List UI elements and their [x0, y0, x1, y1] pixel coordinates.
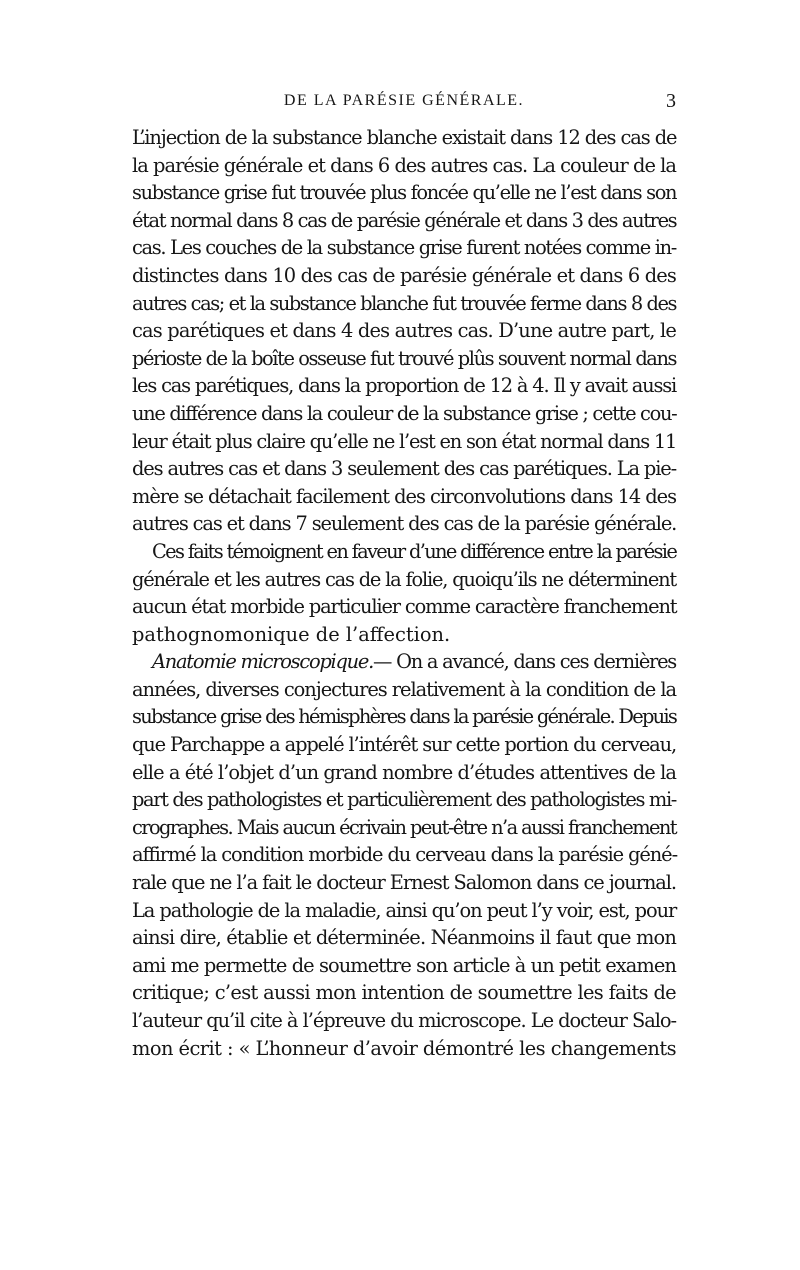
text-line: l’auteur qu’il cite à l’épreuve du microscope. Le docteur Salo- — [132, 1009, 676, 1032]
text-line: La pathologie de la maladie, ainsi qu’on peut l’y voir, est, pour — [132, 898, 677, 922]
text-line: années, diverses conjectures relativement à la condition de la — [132, 677, 676, 701]
text-line: aucun état morbide particulier comme caractère franchement — [132, 595, 677, 619]
text-line: autres cas; et la substance blanche fut trouvée ferme dans 8 des — [132, 291, 676, 315]
text-line: autres cas et dans 7 seulement des cas de la parésie générale. — [132, 512, 677, 536]
text-line: état normal dans 8 cas de parésie générale et dans 3 des autres — [132, 208, 677, 232]
text-line: les cas parétiques, dans la proportion de 12 à 4. Il y avait aussi — [132, 374, 677, 398]
text-line: une différence dans la couleur de la substance grise ; cette cou- — [132, 401, 677, 425]
text-line: elle a été l’objet d’un grand nombre d’études attentives de la — [132, 760, 676, 784]
text-line: crographes. Mais aucun écrivain peut-être n’a aussi franchement — [132, 815, 676, 839]
text-line: périoste de la boîte osseuse fut trouvé plûs souvent normal dans — [132, 346, 677, 370]
paragraph-2 — [132, 538, 676, 648]
section-heading: Anatomie microscopique. — [152, 650, 374, 674]
text-line: des autres cas et dans 3 seulement des cas parétiques. La pie- — [132, 457, 676, 481]
text-line: la parésie générale et dans 6 des autres cas. La couleur de la — [132, 153, 676, 177]
text-line: affirmé la condition morbide du cerveau dans la parésie géné- — [132, 843, 678, 867]
text-line: substance grise des hémisphères dans la parésie générale. Depuis — [132, 705, 677, 729]
page-body — [132, 124, 676, 1062]
paragraph-1 — [132, 124, 676, 538]
text-line: substance grise fut trouvée plus foncée qu’elle ne l’est dans son — [132, 181, 677, 205]
text-line: que Parchappe a appelé l’intérêt sur cette portion du cerveau, — [132, 733, 676, 757]
text-line: cas. Les couches de la substance grise furent notées comme in- — [132, 236, 676, 260]
text-line — [132, 648, 676, 676]
page-number: 3 — [666, 90, 676, 112]
text-line: pathognomonique de l’affection. — [132, 622, 451, 646]
text-line: leur était plus claire qu’elle ne l’est en son état normal dans 11 — [132, 429, 677, 453]
text-line: critique; c’est aussi mon intention de soumettre les faits de — [132, 981, 676, 1005]
text-line: générale et les autres cas de la folie, quoiqu’ils ne déterminent — [132, 567, 676, 591]
paragraph-3 — [132, 648, 676, 1062]
text-line: Ces faits témoignent en faveur d’une différence entre la parésie — [152, 539, 677, 563]
running-title: DE LA PARÉSIE GÉNÉRALE. — [283, 92, 525, 109]
text-line: mon écrit : « L’honneur d’avoir démontré les changements — [132, 1036, 676, 1060]
text-line: distinctes dans 10 des cas de parésie générale et dans 6 des — [132, 263, 676, 287]
text-line: ainsi dire, établie et déterminée. Néanmoins il faut que mon — [132, 926, 676, 950]
text-line: L’injection de la substance blanche existait dans 12 des cas de — [132, 126, 677, 149]
text-line: cas parétiques et dans 4 des autres cas. D’une autre part, le — [132, 319, 676, 343]
text-line: rale que ne l’a fait le docteur Ernest Salomon dans ce journal. — [132, 871, 676, 895]
text-line: part des pathologistes et particulièrement des pathologistes mi- — [132, 788, 676, 812]
page-header — [132, 92, 676, 116]
text-line-rest: — On a avancé, dans ces dernières — [373, 650, 676, 674]
text-line: mère se détachait facilement des circonvolutions dans 14 des — [132, 484, 676, 508]
text-line: ami me permette de soumettre son article à un petit examen — [132, 953, 676, 977]
